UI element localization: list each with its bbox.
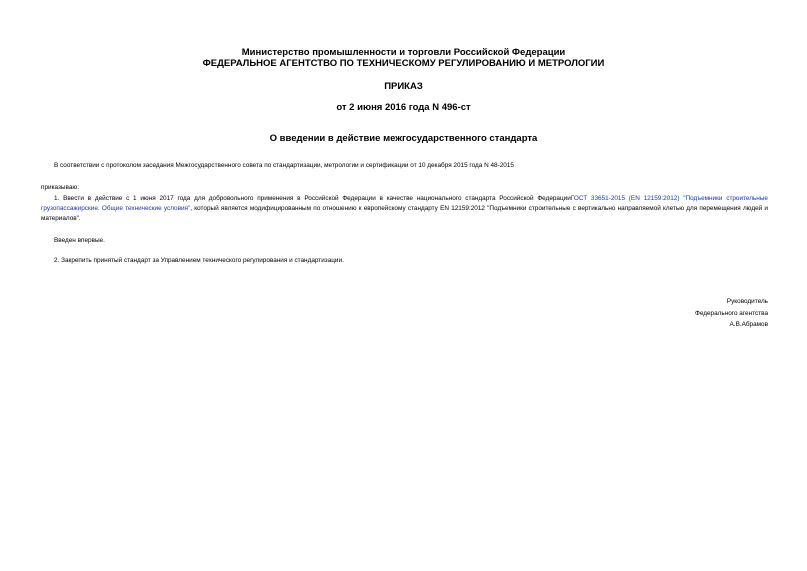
standard-link[interactable]: ГОСТ 33651-2015 (EN 12159:2012) "Подъемники строительные грузопассажирские. Общие технические условия" (41, 195, 768, 213)
order-subject: О введении в действие межгосударственного стандарта (269, 133, 538, 144)
order-date: от 2 июня 2016 года N 496-ст (336, 102, 471, 113)
order-word: приказываю: (41, 184, 79, 191)
item-1-paragraph (41, 194, 768, 225)
signature-block (695, 296, 768, 331)
signature-position-line1: Руководитель (726, 298, 768, 305)
item-2-paragraph: 2. Закрепить принятый стандарт за Управлением технического регулирования и стандартизации. (54, 257, 344, 264)
agency-name: ФЕДЕРАЛЬНОЕ АГЕНТСТВО ПО ТЕХНИЧЕСКОМУ РЕГУЛИРОВАНИЮ И МЕТРОЛОГИИ (202, 58, 605, 69)
order-title: ПРИКАЗ (384, 81, 423, 92)
first-introduced-note: Введен впервые. (54, 237, 105, 244)
item-1-text-before: 1. Ввести в действие с 1 июня 2017 года для добровольного применения в Российской Федерации в качестве национального стандарта Российской Федерации (54, 195, 571, 202)
ministry-name: Министерство промышленности и торговли Российской Федерации (241, 47, 566, 58)
signature-position-line2: Федерального агентства (694, 309, 768, 317)
basis-paragraph: В соответствии с протоколом заседания Межгосударственного совета по стандартизации, метрологии и сертификации от 10 декабря 2015 года N 48-2015 (54, 162, 514, 169)
signature-name: А.В.Абрамов (729, 321, 768, 328)
item-1-text-after: , который является модифицированным по отношению к европейскому стандарту EN 12159:2012 "Подъемники строительные с вертикально направляемой клетью для перемещения людей и материалов". (41, 205, 768, 223)
